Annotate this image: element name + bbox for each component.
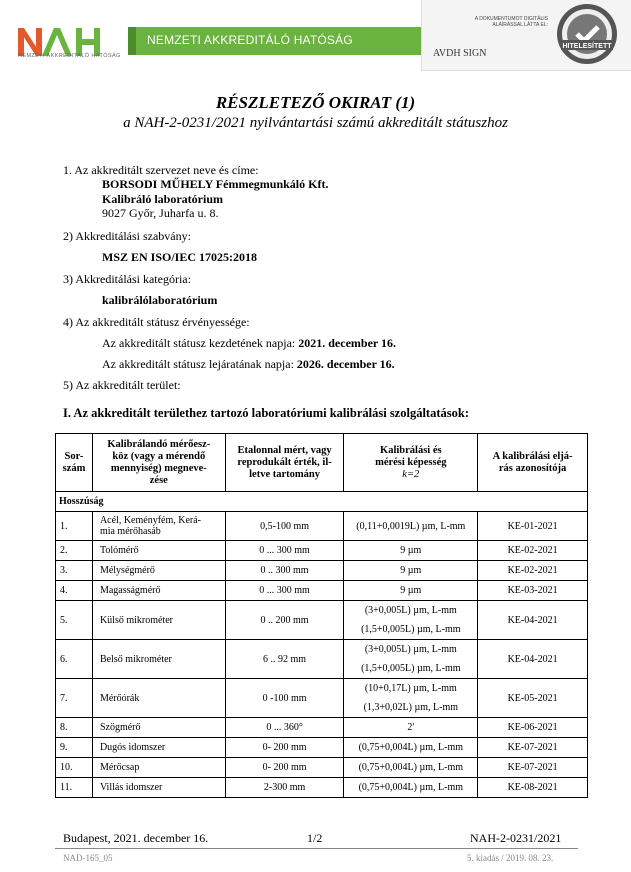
logo-caption: NEMZETI AKKREDITÁLÓ HATÓSÁG	[18, 53, 121, 59]
instrument-name: Villás idomszer	[92, 778, 225, 798]
procedure-id: KE-02-2021	[478, 541, 588, 561]
instrument-name: Mélységmérő	[92, 561, 225, 581]
validity-end	[102, 357, 395, 372]
calibration-capability	[344, 679, 478, 718]
calibration-capability	[344, 640, 478, 679]
section-4-label: 4) Az akkreditált státusz érvényessége:	[63, 315, 250, 329]
footer-edition: 5. kiadás / 2019. 08. 23.	[467, 853, 554, 863]
measurement-range: 2-300 mm	[225, 778, 344, 798]
calibration-table	[55, 433, 588, 798]
row-number: 5.	[56, 601, 93, 640]
validity-start-label: Az akkreditált státusz kezdetének napja:	[102, 336, 296, 350]
seal-text: HITELESÍTETT	[562, 43, 612, 50]
row-number: 1.	[56, 512, 93, 541]
calibration-capability	[344, 601, 478, 640]
procedure-id: KE-07-2021	[478, 738, 588, 758]
calibration-capability	[344, 718, 478, 738]
banner-title: NEMZETI AKKREDITÁLÓ HATÓSÁG	[147, 33, 353, 47]
instrument-name: Mérőórák	[92, 679, 225, 718]
measurement-range: 0- 200 mm	[225, 758, 344, 778]
table-row	[56, 718, 588, 738]
table-row	[56, 601, 588, 640]
row-number: 9.	[56, 738, 93, 758]
instrument-name: Dugós idomszer	[92, 738, 225, 758]
document-title: RÉSZLETEZŐ OKIRAT (1)	[215, 93, 416, 112]
table-row	[56, 561, 588, 581]
measurement-range: 0 ... 300 mm	[225, 541, 344, 561]
procedure-id: KE-02-2021	[478, 561, 588, 581]
measurement-range: 0 ... 300 mm	[225, 581, 344, 601]
services-heading: I. Az akkreditált területhez tartozó laboratóriumi kalibrálási szolgáltatások:	[63, 406, 469, 420]
col-header-name-text: Kalibrálandó mérőesz- köz (vagy a mérendő mennyiség) megneve- zése	[107, 438, 211, 486]
procedure-id: KE-06-2021	[478, 718, 588, 738]
validity-end-label: Az akkreditált státusz lejáratának napja:	[102, 357, 294, 371]
row-number: 11.	[56, 778, 93, 798]
authentication-seal-icon	[555, 2, 619, 66]
standard-value: MSZ EN ISO/IEC 17025:2018	[102, 250, 258, 264]
validity-start-date: 2021. december 16.	[298, 336, 397, 350]
capability-line: (1,3+0,02L) µm, L-mm	[363, 702, 459, 713]
procedure-id: KE-08-2021	[478, 778, 588, 798]
capability-line: 9 µm	[400, 565, 422, 576]
col-header-capability-text: Kalibrálási és mérési képesség	[375, 444, 447, 468]
table-row	[56, 541, 588, 561]
col-header-name	[92, 434, 225, 492]
measurement-range: 0 ... 360°	[225, 718, 344, 738]
measurement-range: 6 .. 92 mm	[225, 640, 344, 679]
col-header-capability	[344, 434, 478, 492]
org-name: BORSODI MŰHELY Fémmegmunkáló Kft.	[102, 177, 329, 191]
section-2-label: 2) Akkreditálási szabvány:	[63, 229, 191, 243]
row-number: 8.	[56, 718, 93, 738]
capability-line: (0,75+0,004L) µm, L-mm	[358, 782, 464, 793]
col-header-nr	[56, 434, 93, 492]
instrument-name: Mérőcsap	[92, 758, 225, 778]
measurement-range: 0 -100 mm	[225, 679, 344, 718]
footer-form-id: NAD-165_05	[63, 853, 113, 863]
footer-page-number: 1/2	[307, 831, 323, 845]
row-number: 7.	[56, 679, 93, 718]
category-value: kalibrálólaboratórium	[102, 293, 218, 307]
col-header-id-text: A kalibrálási eljá- rás azonosítója	[492, 450, 573, 474]
table-row	[56, 778, 588, 798]
measurement-range: 0- 200 mm	[225, 738, 344, 758]
capability-line: (3+0,005L) µm, L-mm	[364, 605, 457, 616]
procedure-id: KE-01-2021	[478, 512, 588, 541]
org-address: 9027 Győr, Juharfa u. 8.	[102, 206, 219, 220]
measurement-range: 0,5-100 mm	[225, 512, 344, 541]
row-number: 10.	[56, 758, 93, 778]
calibration-capability	[344, 541, 478, 561]
validity-end-date: 2026. december 16.	[296, 357, 395, 371]
org-unit: Kalibráló laboratórium	[102, 192, 223, 206]
section-5-label: 5) Az akkreditált terület:	[63, 378, 181, 392]
procedure-id: KE-05-2021	[478, 679, 588, 718]
instrument-name: Tolómérő	[92, 541, 225, 561]
table-row	[56, 758, 588, 778]
footer-divider	[55, 848, 578, 849]
capability-line: 9 µm	[400, 545, 422, 556]
capability-line: 9 µm	[400, 585, 422, 596]
procedure-id: KE-04-2021	[478, 640, 588, 679]
calibration-capability	[344, 778, 478, 798]
calibration-capability	[344, 512, 478, 541]
col-header-nr-text: Sor- szám	[62, 450, 86, 474]
instrument-name: Szögmérő	[92, 718, 225, 738]
calibration-capability	[344, 561, 478, 581]
table-section-row: Hosszúság	[56, 492, 588, 512]
col-header-id	[478, 434, 588, 492]
procedure-id: KE-04-2021	[478, 601, 588, 640]
procedure-id: KE-07-2021	[478, 758, 588, 778]
capability-line: (0,75+0,004L) µm, L-mm	[358, 762, 464, 773]
section-1-label: 1. Az akkreditált szervezet neve és címe:	[63, 163, 259, 177]
calibration-capability	[344, 758, 478, 778]
col-header-range-text: Etalonnal mért, vagy reprodukált érték, il- letve tartomány	[237, 444, 332, 480]
instrument-name: Belső mikrométer	[92, 640, 225, 679]
row-number: 3.	[56, 561, 93, 581]
table-row	[56, 581, 588, 601]
table-row	[56, 640, 588, 679]
footer-place-date: Budapest, 2021. december 16.	[63, 831, 209, 845]
procedure-id: KE-03-2021	[478, 581, 588, 601]
instrument-name: Külső mikrométer	[92, 601, 225, 640]
capability-line: (0,75+0,004L) µm, L-mm	[358, 742, 464, 753]
measurement-range: 0 .. 300 mm	[225, 561, 344, 581]
signature-label: AVDH SIGN	[433, 48, 487, 59]
capability-line: (1,5+0,005L) µm, L-mm	[361, 663, 461, 674]
capability-line: 2'	[407, 722, 415, 733]
section-3-label: 3) Akkreditálási kategória:	[63, 272, 191, 286]
capability-line: (1,5+0,005L) µm, L-mm	[361, 624, 461, 635]
row-number: 4.	[56, 581, 93, 601]
footer-doc-id: NAH-2-0231/2021	[470, 831, 562, 845]
instrument-name: Magasságmérő	[92, 581, 225, 601]
capability-line: (0,11+0,0019L) µm, L-mm	[356, 520, 466, 532]
document-subtitle: a NAH-2-0231/2021 nyilvántartási számú akkreditált státuszhoz	[123, 115, 508, 131]
validity-start	[102, 336, 396, 351]
header-banner-accent	[128, 27, 136, 55]
signature-note: A DOKUMENTUMOT DIGITÁLIS ALÁÍRÁSSAL LÁTTA EL:	[474, 16, 548, 28]
table-row	[56, 512, 588, 541]
table-row	[56, 679, 588, 718]
measurement-range: 0 .. 200 mm	[225, 601, 344, 640]
table-row	[56, 738, 588, 758]
calibration-capability	[344, 581, 478, 601]
row-number: 6.	[56, 640, 93, 679]
capability-line: (3+0,005L) µm, L-mm	[364, 644, 457, 655]
row-number: 2.	[56, 541, 93, 561]
instrument-name: Acél, Keményfém, Kerá- mia mérőhasáb	[92, 512, 225, 541]
col-header-range	[225, 434, 344, 492]
capability-line: (10+0,17L) µm, L-mm	[364, 683, 457, 694]
calibration-capability	[344, 738, 478, 758]
col-header-k: k=2	[402, 468, 420, 480]
